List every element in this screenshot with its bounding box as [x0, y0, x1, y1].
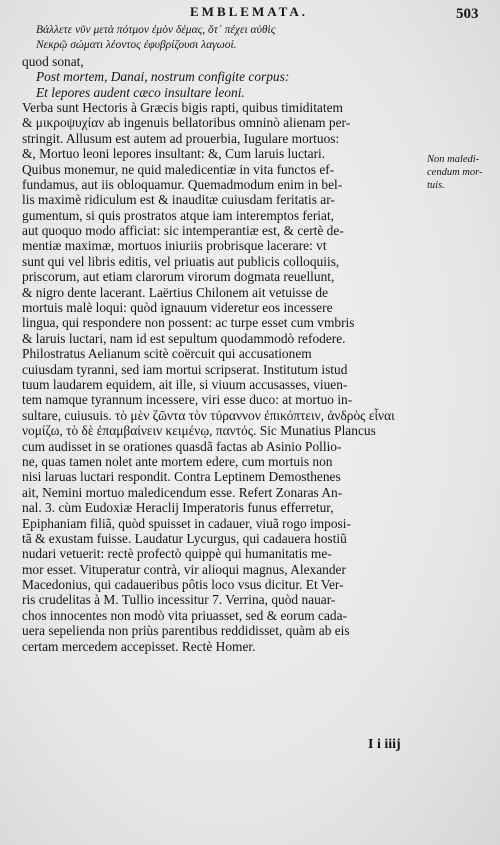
margin-note-line: cendum mor- — [427, 167, 483, 178]
paragraph-line: mor esset. Vituperatur contrà, vir alioqui magnus, Alexander — [22, 561, 346, 577]
paragraph-line: lis maximè ridiculum est & inauditæ cuiusdam feritatis ar- — [22, 192, 335, 208]
paragraph-line: ris crudelitas à M. Tullio incessitur 7. Verrina, quòd nauar- — [22, 592, 336, 608]
paragraph-line: sunt qui vel libris editis, vel priuatis aut publicis colloquiis, — [22, 253, 340, 269]
paragraph-line: Verba sunt Hectoris à Græcis bigis rapti, quibus timiditatem — [22, 99, 343, 115]
body-text — [22, 23, 422, 654]
paragraph-line: nal. 3. cùm Eudoxiæ Heraclij Imperatoris funus efferretur, — [22, 500, 334, 516]
paragraph-line: chos innocentes non modò vita priuasset, sed & eorum cada- — [22, 607, 348, 623]
signature-mark: I i iiij — [368, 737, 401, 752]
paragraph-line: tã & exustam fuisse. Laudatur Lycurgus, qui cadauera hostiũ — [22, 530, 347, 546]
paragraph-line: ne, quas tamen nolet ante mortem edere, cum mortuis non — [22, 453, 333, 469]
paragraph-line: νομίζω, τὸ δὲ ἐπαμβαίνειν κειμένῳ, παντός. Sic Munatius Plancus — [22, 423, 376, 439]
paragraph-line: gumentum, si quis prostratos atque iam interemptos feriat, — [22, 207, 335, 223]
paragraph-line: &, Mortuo leoni lepores insultant: &, Cum laruis luctari. — [22, 146, 326, 162]
paragraph-line: & laruis luctari, nam id est sepultum quodammodò refodere. — [22, 330, 346, 346]
main-paragraph — [22, 100, 422, 654]
paragraph-line: sultare, cuiusuis. τὸ μὲν ζῶντα τὸν τύραννον ἐπικόπτειν, ἀνδρὸς εἶναι — [22, 407, 395, 423]
paragraph-line: ait, Nemini mortuo maledicendum esse. Refert Zonaras An- — [22, 484, 343, 500]
paragraph-line: Macedonius, qui cadaueribus pôtis loco vsus dicitur. Et Ver- — [22, 577, 344, 593]
paragraph-line: certam mercedem accepisset. Rectè Homer. — [22, 638, 256, 654]
paragraph-line: nisi laruas luctari respondit. Contra Leptinem Demosthenes — [22, 469, 341, 485]
margin-note-line: tuis. — [427, 180, 445, 191]
latin-verse-line: Et lepores audent cæco insultare leoni. — [36, 84, 245, 100]
paragraph-line: lingua, qui respondere non possent: ac turpe esset cum vmbris — [22, 315, 355, 331]
paragraph-line: & μικροψυχίαν ab ingenuis bellatoribus omninò alienam per- — [22, 115, 351, 131]
latin-verse-line: Post mortem, Danai, nostrum configite corpus: — [36, 69, 290, 85]
running-head: EMBLEMATA. — [190, 4, 308, 19]
paragraph-line: Philostratus Aelianum scitè coërcuit qui accusationem — [22, 346, 312, 362]
paragraph-line: nudari vetuerit: rectè profectò quippè qui humanitatis me- — [22, 546, 332, 562]
margin-note — [427, 153, 499, 192]
paragraph-line: mortuis malè loqui: quòd ignauum videretur eos incessere — [22, 300, 333, 316]
paragraph-line: tuum laudarem equidem, ait ille, si viuum accusasses, viuen- — [22, 376, 348, 392]
page-number: 503 — [456, 6, 479, 22]
paragraph-line: uera sepelienda non priùs parentibus reddidisset, quàm ab eis — [22, 623, 350, 639]
paragraph-line: fundamus, aut iis obloquamur. Quemadmodum enim in bel- — [22, 176, 343, 192]
paragraph-line: aut quoquo modo afficiat: sic intemperantiæ est, & certè de- — [22, 223, 344, 239]
greek-verse-line: Νεκρῷ σώματι λέοντος ἐφυβρίζουσι λαγωοί. — [36, 39, 237, 52]
paragraph-line: cuiusdam tyranni, sed iam mortui scripserat. Institutum istud — [22, 361, 348, 377]
paragraph-line: tem namque tyrannum incessere, viri esse duco: at mortuo in- — [22, 392, 353, 408]
greek-verse-line: Βάλλετε νῦν μετὰ πότμον ἐμὸν δέμας, ὅτ᾽ πέχει αὐθὶς — [36, 24, 276, 36]
margin-note-line: Non maledi- — [427, 154, 480, 165]
paragraph-line: priscorum, aut etiam clarorum virorum dogmata reuellunt, — [22, 269, 335, 285]
paragraph-line: stringit. Allusum est autem ad prouerbia, Iugulare mortuos: — [22, 130, 340, 146]
intro-line: quod sonat, — [22, 53, 84, 69]
paragraph-line: mentiæ maximæ, mortuos iniuriis probrisque lacerare: vt — [22, 238, 327, 254]
paragraph-line: cum audisset in se orationes quasdã factas ab Asinio Pollio- — [22, 438, 342, 454]
paragraph-line: Quibus monemur, ne quid maledicentiæ in vita functos ef- — [22, 161, 335, 177]
paragraph-line: Epiphaniam filiã, quòd spuisset in cadauer, viuã rogo imposi- — [22, 515, 351, 531]
paragraph-line: & nigro dente lacerant. Laërtius Chilonem ait vetuisse de — [22, 284, 329, 300]
